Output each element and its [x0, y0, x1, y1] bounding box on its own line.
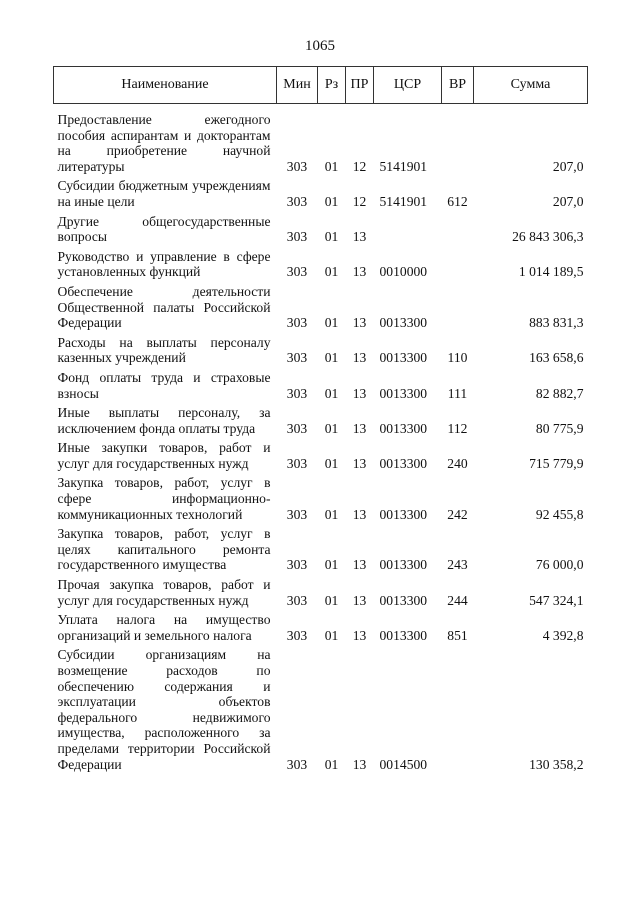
cell-vr: 112: [447, 420, 468, 436]
table-row: [54, 405, 588, 440]
cell-min: 303: [286, 350, 308, 366]
cell-rz: 01: [324, 455, 339, 471]
table-row: [54, 249, 588, 284]
cell-name: Прочая закупка товаров, работ и услуг для государственных нужд: [57, 577, 271, 608]
cell-pr: 13: [352, 264, 367, 280]
cell-name: Субсидии организациям на возмещение расходов по обеспечению содержания и эксплуатации объектов федерального недвижимого имущества, расположенного за пределами территории Российской Федерации: [57, 647, 271, 772]
header-rz: Рз: [318, 67, 346, 104]
table-row: [54, 178, 588, 213]
cell-pr: 13: [352, 592, 367, 608]
cell-pr: 13: [352, 420, 367, 436]
cell-vr: [442, 112, 474, 178]
cell-csr: 0013300: [379, 315, 428, 331]
cell-sum: 1 014 189,5: [518, 264, 584, 280]
cell-sum: 163 658,6: [529, 350, 584, 366]
cell-min: 303: [286, 506, 308, 522]
cell-rz: 01: [324, 158, 339, 174]
cell-rz: 01: [324, 350, 339, 366]
budget-table: [53, 66, 588, 776]
cell-csr: 0013300: [379, 506, 428, 522]
header-min: Мин: [277, 67, 318, 104]
cell-csr: 0014500: [379, 756, 428, 772]
cell-csr: 0013300: [379, 592, 428, 608]
cell-rz: 01: [324, 756, 339, 772]
header-csr: ЦСР: [374, 67, 442, 104]
cell-pr: 13: [352, 756, 367, 772]
cell-csr: 0013300: [379, 385, 428, 401]
cell-csr: [374, 214, 442, 249]
cell-rz: 01: [324, 420, 339, 436]
cell-name: Предоставление ежегодного пособия аспирантам и докторантам на приобретение научной литературы: [57, 112, 271, 174]
cell-pr: 13: [352, 350, 367, 366]
cell-sum: 26 843 306,3: [512, 229, 584, 245]
cell-pr: 13: [352, 627, 367, 643]
cell-vr: 110: [447, 350, 468, 366]
table-row: [54, 370, 588, 405]
cell-pr: 12: [352, 193, 367, 209]
cell-vr: [442, 249, 474, 284]
cell-csr: 5141901: [379, 193, 428, 209]
table-row: [54, 440, 588, 475]
cell-min: 303: [286, 385, 308, 401]
cell-pr: 13: [352, 315, 367, 331]
cell-min: 303: [286, 193, 308, 209]
cell-sum: 715 779,9: [529, 455, 584, 471]
cell-csr: 5141901: [379, 158, 428, 174]
cell-min: 303: [286, 420, 308, 436]
cell-min: 303: [286, 592, 308, 608]
cell-name: Фонд оплаты труда и страховые взносы: [57, 369, 271, 401]
header-pr: ПР: [346, 67, 374, 104]
cell-vr: 612: [447, 193, 468, 209]
cell-rz: 01: [324, 229, 339, 245]
cell-name: Расходы на выплаты персоналу казенных учреждений: [57, 334, 271, 366]
table-row: [54, 526, 588, 577]
cell-pr: 13: [352, 506, 367, 522]
cell-csr: 0013300: [379, 627, 428, 643]
table-row: [54, 335, 588, 370]
cell-sum: 4 392,8: [542, 627, 584, 643]
table-row: [54, 284, 588, 335]
cell-rz: 01: [324, 592, 339, 608]
cell-csr: 0013300: [379, 420, 428, 436]
cell-min: 303: [286, 455, 308, 471]
cell-name: Закупка товаров, работ, услуг в сфере информационно-коммуникационных технологий: [57, 475, 271, 522]
cell-min: 303: [286, 627, 308, 643]
table-row: [54, 612, 588, 647]
cell-name: Руководство и управление в сфере установленных функций: [57, 248, 271, 280]
cell-pr: 12: [352, 158, 367, 174]
table-row: [54, 577, 588, 612]
cell-pr: 13: [352, 455, 367, 471]
cell-csr: 0010000: [379, 264, 428, 280]
header-spacer: [54, 104, 588, 113]
table-row: [54, 112, 588, 178]
cell-rz: 01: [324, 385, 339, 401]
cell-vr: 111: [447, 385, 468, 401]
cell-vr: 242: [447, 506, 468, 522]
cell-pr: 13: [352, 557, 367, 573]
cell-rz: 01: [324, 264, 339, 280]
cell-pr: 13: [352, 229, 367, 245]
cell-name: Закупка товаров, работ, услуг в целях капитального ремонта государственного имущества: [57, 526, 271, 573]
cell-vr: [442, 214, 474, 249]
table-row: [54, 475, 588, 526]
cell-rz: 01: [324, 315, 339, 331]
page-number: 1065: [305, 38, 335, 54]
cell-vr: [442, 284, 474, 335]
cell-rz: 01: [324, 627, 339, 643]
cell-rz: 01: [324, 193, 339, 209]
table-row: [54, 647, 588, 776]
cell-sum: 883 831,3: [529, 315, 584, 331]
cell-name: Иные закупки товаров, работ и услуг для государственных нужд: [57, 440, 271, 471]
cell-sum: 207,0: [552, 193, 584, 209]
cell-sum: 80 775,9: [535, 420, 584, 436]
cell-name: Обеспечение деятельности Общественной палаты Российской Федерации: [57, 283, 271, 331]
table-body: [54, 104, 588, 777]
table-header-row: [54, 67, 588, 104]
header-vr: ВР: [442, 67, 474, 104]
table-row: [54, 214, 588, 249]
cell-sum: 76 000,0: [535, 557, 584, 573]
cell-name: Другие общегосударственные вопросы: [57, 213, 271, 245]
cell-csr: 0013300: [379, 455, 428, 471]
cell-vr: [442, 647, 474, 776]
cell-csr: 0013300: [379, 350, 428, 366]
cell-pr: 13: [352, 385, 367, 401]
cell-min: 303: [286, 158, 308, 174]
cell-name: Иные выплаты персоналу, за исключением фонда оплаты труда: [57, 405, 271, 436]
cell-sum: 82 882,7: [535, 385, 584, 401]
cell-rz: 01: [324, 506, 339, 522]
cell-min: 303: [286, 264, 308, 280]
cell-rz: 01: [324, 557, 339, 573]
cell-vr: 243: [447, 557, 468, 573]
cell-min: 303: [286, 315, 308, 331]
cell-min: 303: [286, 557, 308, 573]
cell-name: Уплата налога на имущество организаций и земельного налога: [57, 612, 271, 643]
cell-sum: 92 455,8: [535, 506, 584, 522]
cell-min: 303: [286, 229, 308, 245]
cell-vr: 244: [447, 592, 468, 608]
cell-sum: 207,0: [552, 158, 584, 174]
cell-name: Субсидии бюджетным учреждениям на иные цели: [57, 178, 271, 209]
cell-csr: 0013300: [379, 557, 428, 573]
cell-sum: 130 358,2: [529, 756, 584, 772]
header-name: Наименование: [54, 67, 277, 104]
header-sum: Сумма: [474, 67, 588, 104]
cell-vr: 851: [447, 627, 468, 643]
cell-vr: 240: [447, 455, 468, 471]
cell-min: 303: [286, 756, 308, 772]
cell-sum: 547 324,1: [529, 592, 584, 608]
